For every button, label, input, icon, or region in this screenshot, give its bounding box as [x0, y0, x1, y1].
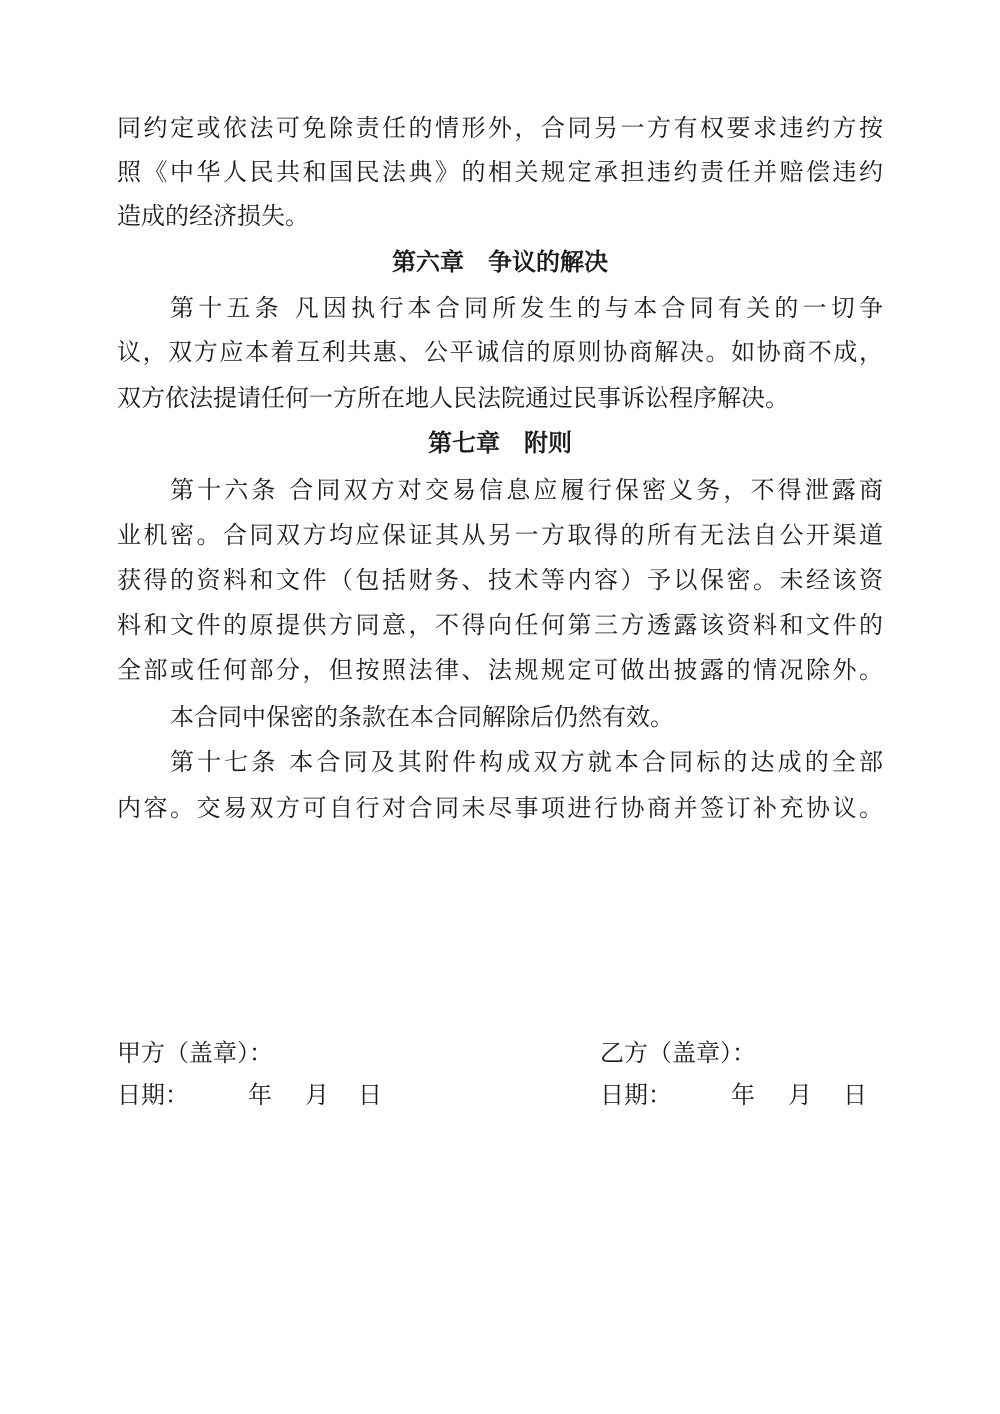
- article-15-line: 议，双方应本着互利共惠、公平诚信的原则协商解决。如协商不成，: [117, 338, 883, 366]
- party-a-year: 年: [248, 1081, 272, 1109]
- party-b-year: 年: [731, 1081, 755, 1109]
- article-17-line: 第十七条 本合同及其附件构成双方就本合同标的达成的全部: [170, 748, 883, 776]
- article-16-line: 料和文件的原提供方同意，不得向任何第三方透露该资料和文件的: [117, 611, 883, 639]
- party-a-month: 月: [305, 1081, 329, 1109]
- party-b-date-label: 日期：: [600, 1081, 672, 1109]
- chapter-6-heading: 第六章 争议的解决: [392, 248, 608, 276]
- party-a-date-label: 日期：: [117, 1081, 189, 1109]
- party-a-seal-label: 甲方（盖章）：: [117, 1039, 273, 1067]
- article-17-line: 内容。交易双方可自行对合同未尽事项进行协商并签订补充协议。: [117, 794, 883, 822]
- body-line: 同约定或依法可免除责任的情形外，合同另一方有权要求违约方按: [117, 114, 883, 142]
- article-15-line: 第十五条 凡因执行本合同所发生的与本合同有关的一切争: [170, 294, 883, 322]
- party-a-day: 日: [358, 1081, 382, 1109]
- party-b-month: 月: [788, 1081, 812, 1109]
- article-15-line: 双方依法提请任何一方所在地人民法院通过民事诉讼程序解决。: [117, 384, 789, 412]
- party-b-seal-label: 乙方（盖章）：: [600, 1039, 756, 1067]
- chapter-7-heading: 第七章 附则: [428, 429, 572, 457]
- confidentiality-note: 本合同中保密的条款在本合同解除后仍然有效。: [170, 703, 674, 731]
- body-line: 造成的经济损失。: [117, 202, 309, 230]
- body-line: 照《中华人民共和国民法典》的相关规定承担违约责任并赔偿违约: [117, 158, 883, 186]
- party-b-day: 日: [843, 1081, 867, 1109]
- article-16-line: 业机密。合同双方均应保证其从另一方取得的所有无法自公开渠道: [117, 521, 883, 549]
- article-16-line: 第十六条 合同双方对交易信息应履行保密义务，不得泄露商: [170, 476, 883, 504]
- article-16-line: 全部或任何部分，但按照法律、法规规定可做出披露的情况除外。: [117, 656, 883, 684]
- article-16-line: 获得的资料和文件（包括财务、技术等内容）予以保密。未经该资: [117, 566, 883, 594]
